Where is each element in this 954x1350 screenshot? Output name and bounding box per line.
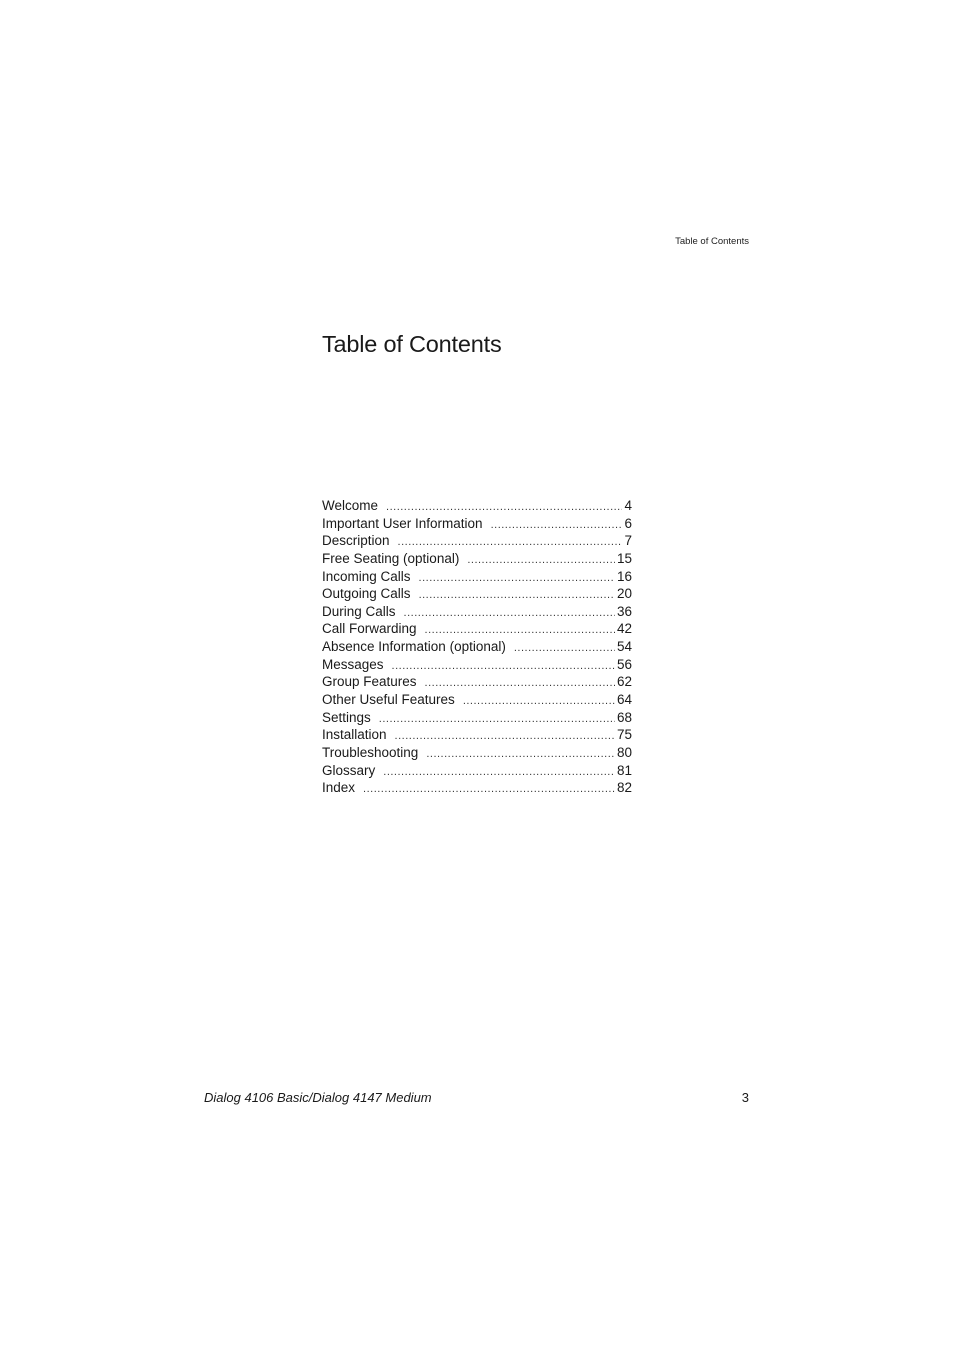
toc-entry-page: 82 (616, 780, 632, 796)
toc-entry-title: Call Forwarding (322, 621, 417, 637)
toc-entry-title: Settings (322, 709, 371, 725)
footer-page-number: 3 (741, 1090, 749, 1105)
toc-entry-description[interactable] (322, 532, 632, 550)
toc-entry-page: 68 (616, 709, 632, 725)
toc-entry-settings[interactable] (322, 709, 632, 727)
toc-entry-title: Other Useful Features (322, 692, 455, 708)
toc-dot-leader (467, 552, 615, 568)
toc-entry-call-forwarding[interactable] (322, 620, 632, 638)
toc-entry-page: 75 (616, 727, 632, 743)
toc-entry-page: 20 (616, 586, 632, 602)
running-header: Table of Contents (675, 236, 749, 247)
toc-entry-welcome[interactable] (322, 497, 632, 515)
toc-entry-page: 7 (624, 533, 632, 549)
toc-entry-troubleshooting[interactable] (322, 744, 632, 762)
toc-entry-page: 54 (616, 639, 632, 655)
toc-dot-leader (426, 746, 615, 762)
toc-dot-leader (395, 728, 615, 744)
toc-entry-page: 62 (616, 674, 632, 690)
toc-entry-during-calls[interactable] (322, 603, 632, 621)
toc-entry-messages[interactable] (322, 656, 632, 674)
toc-entry-page: 56 (616, 656, 632, 672)
page-title: Table of Contents (322, 331, 502, 357)
toc-dot-leader (419, 587, 615, 603)
toc-dot-leader (425, 622, 615, 638)
toc-entry-page: 4 (624, 498, 632, 513)
toc-entry-page: 81 (616, 762, 632, 778)
toc-dot-leader (514, 640, 615, 656)
toc-entry-page: 42 (616, 621, 632, 637)
toc-entry-title: During Calls (322, 603, 396, 619)
toc-entry-title: Outgoing Calls (322, 586, 411, 602)
toc-entry-title: Incoming Calls (322, 568, 411, 584)
toc-entry-page: 16 (616, 568, 632, 584)
toc-entry-absence-information[interactable] (322, 638, 632, 656)
toc-dot-leader (425, 675, 615, 691)
toc-dot-leader (386, 499, 622, 515)
toc-entry-title: Welcome (322, 498, 379, 513)
toc-entry-page: 36 (616, 603, 632, 619)
toc-entry-page: 64 (616, 692, 632, 708)
toc-entry-page: 6 (624, 515, 632, 531)
toc-entry-title: Troubleshooting (322, 744, 419, 760)
toc-dot-leader (392, 658, 615, 674)
toc-entry-page: 15 (616, 550, 632, 566)
toc-dot-leader (398, 534, 623, 550)
toc-entry-group-features[interactable] (322, 673, 632, 691)
toc-entry-title: Absence Information (optional) (322, 639, 506, 655)
toc-entry-title: Messages (322, 656, 384, 672)
toc-dot-leader (379, 711, 615, 727)
toc-dot-leader (383, 764, 615, 780)
toc-entry-title: Glossary (322, 762, 376, 778)
toc-dot-leader (363, 781, 615, 797)
toc-entry-important-user-information[interactable] (322, 515, 632, 533)
toc-entry-other-useful-features[interactable] (322, 691, 632, 709)
toc-entry-index[interactable] (322, 779, 632, 797)
toc-entry-title: Free Seating (optional) (322, 550, 460, 566)
toc-entry-title: Description (322, 533, 390, 549)
toc-entry-free-seating[interactable] (322, 550, 632, 568)
toc-entry-outgoing-calls[interactable] (322, 585, 632, 603)
toc-entry-glossary[interactable] (322, 762, 632, 780)
toc-dot-leader (491, 517, 623, 533)
toc-entry-title: Installation (322, 727, 387, 743)
footer-document-name: Dialog 4106 Basic/Dialog 4147 Medium (204, 1090, 432, 1105)
toc-entry-incoming-calls[interactable] (322, 568, 632, 586)
table-of-contents (322, 497, 632, 797)
toc-dot-leader (419, 570, 615, 586)
toc-entry-title: Group Features (322, 674, 417, 690)
toc-entry-installation[interactable] (322, 726, 632, 744)
toc-entry-title: Index (322, 780, 356, 796)
toc-dot-leader (463, 693, 615, 709)
toc-entry-page: 80 (616, 744, 632, 760)
toc-entry-title: Important User Information (322, 515, 483, 531)
toc-dot-leader (404, 605, 615, 621)
